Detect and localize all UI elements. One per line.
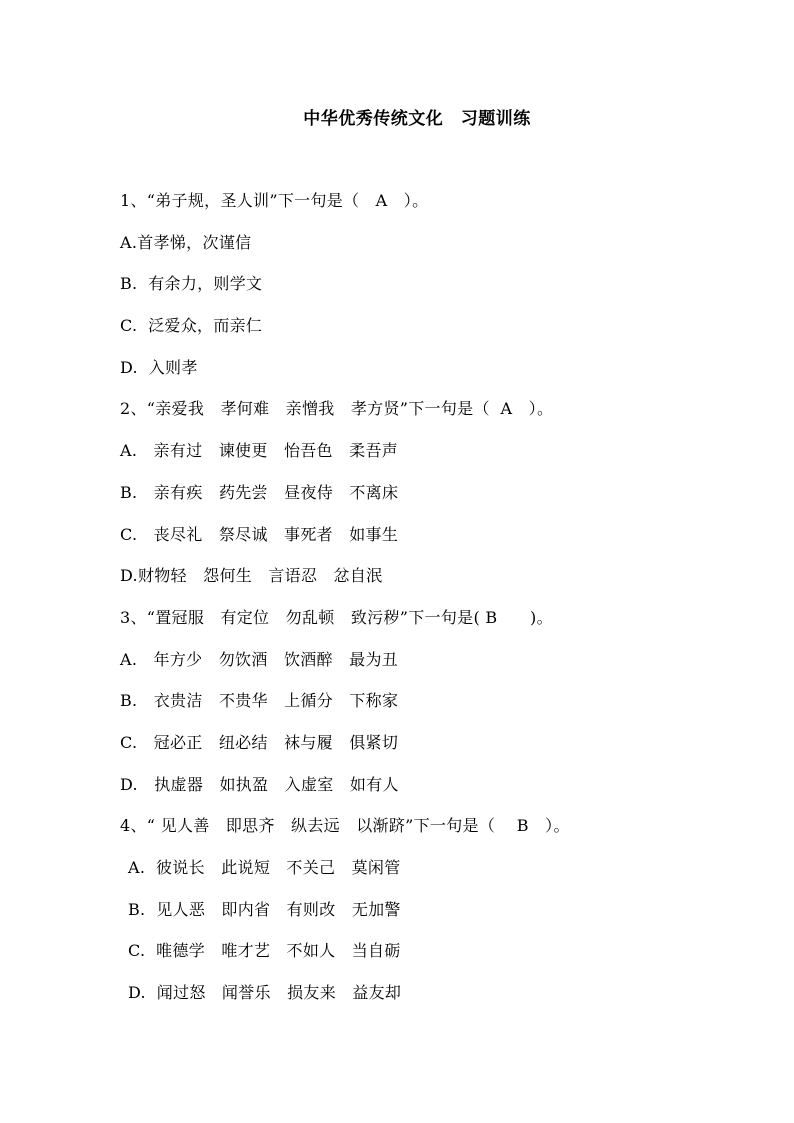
question-3-stem: 3、“置冠服 有定位 勿乱顿 致污秽”下一句是( B )。 <box>120 607 553 627</box>
question-2-stem: 2、“亲爱我 孝何难 亲憎我 孝方贤”下一句是（ A ）。 <box>120 399 554 419</box>
question-1-option-a: A.首孝悌，次谨信 <box>120 232 252 252</box>
question-2-option-a: A. 亲有过 谏使更 怡吾色 柔吾声 <box>120 441 399 461</box>
question-3-option-c: C. 冠必正 纽必结 袜与履 俱紧切 <box>120 732 399 752</box>
question-2-option-b: B. 亲有疾 药先尝 昼夜侍 不离床 <box>120 482 399 502</box>
page-title-text: 中华优秀传统文化 习题训练 <box>303 109 531 129</box>
question-1-option-b: B. 有余力，则学文 <box>120 274 263 294</box>
question-1-option-d: D. 入则孝 <box>120 357 198 377</box>
question-4-stem: 4、“ 见人善 即思齐 纵去远 以渐跻”下一句是（ B ）。 <box>120 816 570 836</box>
question-1-stem: 1、“弟子规，圣人训”下一句是（ A ）。 <box>120 191 429 210</box>
question-2-option-d: D.财物轻 怨何生 言语忍 忿自泯 <box>120 566 383 586</box>
question-4-option-a: A. 彼说长 此说短 不关己 莫闲管 <box>128 858 401 877</box>
question-2-option-c: C. 丧尽礼 祭尽诚 事死者 如事生 <box>120 524 399 544</box>
question-4-option-c: C. 唯德学 唯才艺 不如人 当自砺 <box>128 941 401 961</box>
question-3-option-d: D. 执虚器 如执盈 入虚室 如有人 <box>120 774 399 794</box>
question-4-option-d: D. 闻过怒 闻誉乐 损友来 益友却 <box>128 983 402 1003</box>
question-3-option-a: A. 年方少 勿饮酒 饮酒醉 最为丑 <box>120 649 399 669</box>
page-title <box>0 104 794 129</box>
question-3-option-b: B. 衣贵洁 不贵华 上循分 下称家 <box>120 691 399 711</box>
question-list <box>120 188 720 1022</box>
question-1-option-c: C. 泛爱众，而亲仁 <box>120 316 263 336</box>
question-4-option-b: B. 见人恶 即内省 有则改 无加警 <box>128 899 401 919</box>
